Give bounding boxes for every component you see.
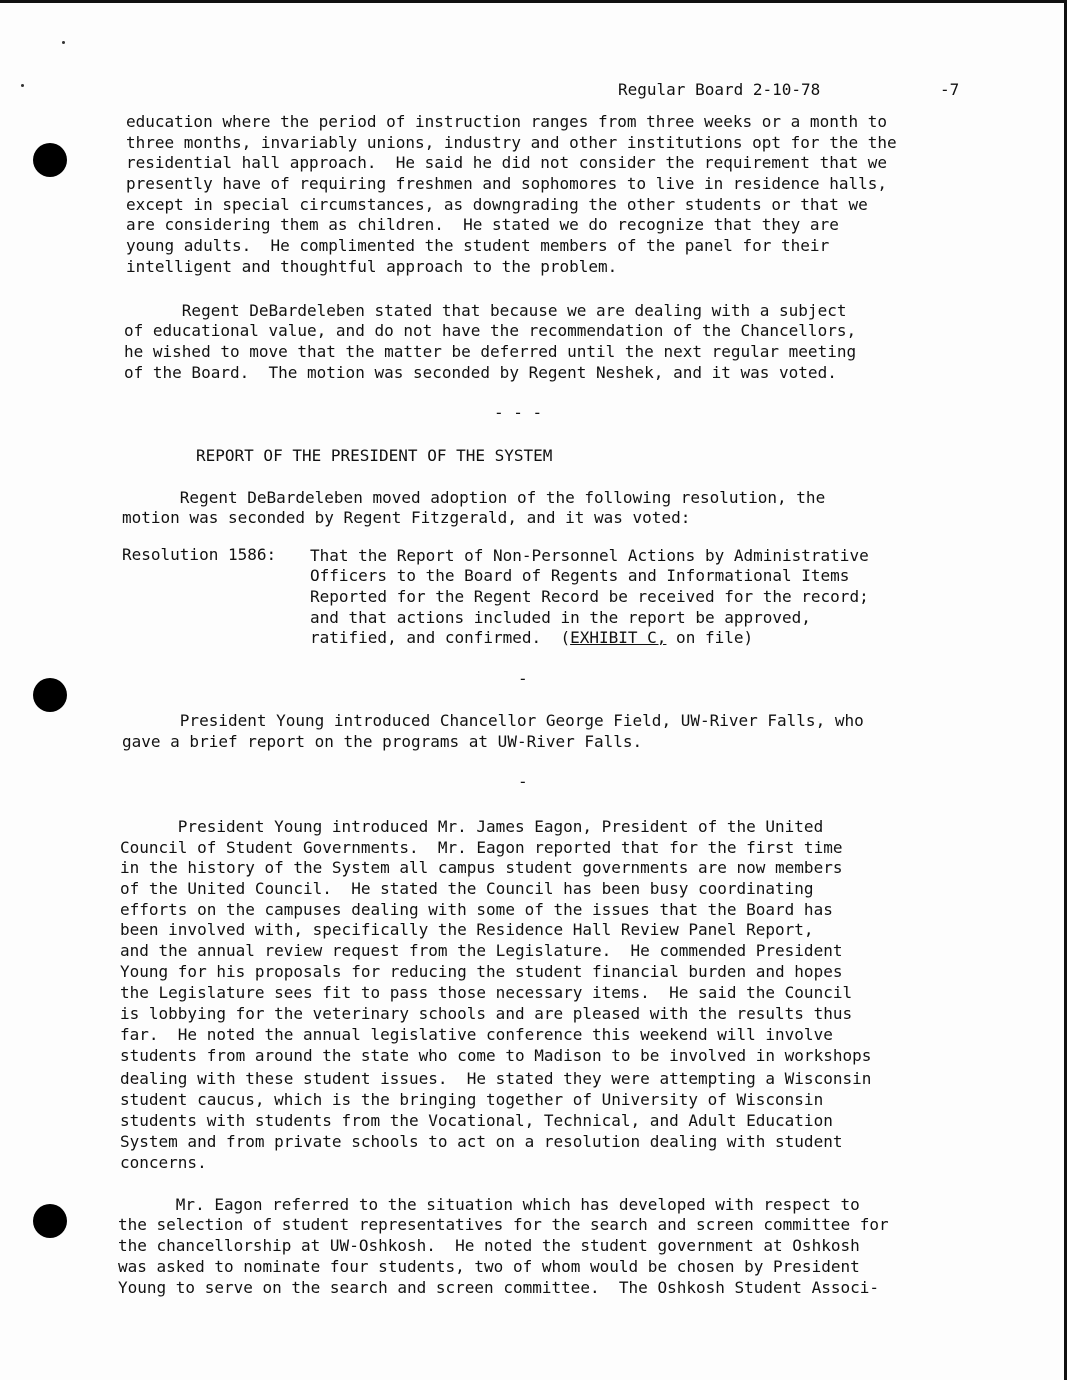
dash-separator: -	[518, 669, 528, 688]
page-border-top	[0, 0, 1067, 3]
text-line: President Young introduced Mr. James Eagon, President of the United	[120, 817, 824, 836]
text-line: three months, invariably unions, industry and other institutions opt for the the	[126, 133, 897, 152]
text-line: been involved with, specifically the Residence Hall Review Panel Report,	[120, 920, 814, 939]
text-line: students from around the state who come to Madison to be involved in workshops	[120, 1046, 872, 1065]
text-line: efforts on the campuses dealing with some of the issues that the Board has	[120, 900, 833, 919]
scan-speck	[62, 41, 65, 44]
section-separator: - - -	[494, 403, 543, 422]
text-line: Regent DeBardeleben stated that because we are dealing with a subject	[124, 301, 847, 320]
exhibit-reference: EXHIBIT C,	[570, 628, 667, 647]
text-line: Young for his proposals for reducing the student financial burden and hopes	[120, 962, 843, 981]
text-line: he wished to move that the matter be deferred until the next regular meeting	[124, 342, 857, 361]
dash-separator: -	[518, 772, 528, 791]
text-line: gave a brief report on the programs at UW-River Falls.	[122, 732, 643, 751]
text-line: are considering them as children. He stated we do recognize that they are	[126, 215, 839, 234]
resolution-text: ratified, and confirmed. (	[310, 628, 571, 647]
resolution-line: That the Report of Non-Personnel Actions by Administrative	[310, 546, 869, 565]
text-line: the selection of student representatives for the search and screen committee for	[118, 1215, 889, 1234]
text-line: intelligent and thoughtful approach to the problem.	[126, 257, 618, 276]
text-line: System and from private schools to act on a resolution dealing with student	[120, 1132, 843, 1151]
text-line: young adults. He complimented the student members of the panel for their	[126, 236, 830, 255]
section-title: REPORT OF THE PRESIDENT OF THE SYSTEM	[196, 446, 553, 465]
resolution-line: Officers to the Board of Regents and Informational Items	[310, 566, 850, 585]
resolution-line: Reported for the Regent Record be received for the record;	[310, 587, 869, 606]
punch-hole	[33, 1204, 67, 1238]
text-line: Mr. Eagon referred to the situation which has developed with respect to	[118, 1195, 860, 1214]
text-line: education where the period of instruction ranges from three weeks or a month to	[126, 112, 887, 131]
scan-speck	[21, 84, 24, 87]
text-line: student caucus, which is the bringing together of University of Wisconsin	[120, 1090, 824, 1109]
resolution-text: on file)	[666, 628, 754, 647]
text-line: Young to serve on the search and screen committee. The Oshkosh Student Associ-	[118, 1278, 879, 1297]
page-header: Regular Board 2-10-78	[618, 80, 821, 99]
punch-hole	[33, 143, 67, 177]
text-line: President Young introduced Chancellor George Field, UW-River Falls, who	[122, 711, 864, 730]
text-line: far. He noted the annual legislative conference this weekend will involve	[120, 1025, 833, 1044]
text-line: Regent DeBardeleben moved adoption of the following resolution, the	[122, 488, 826, 507]
text-line: in the history of the System all campus student governments are now members	[120, 858, 843, 877]
text-line: is lobbying for the veterinary schools and are pleased with the results thus	[120, 1004, 853, 1023]
text-line: of the Board. The motion was seconded by Regent Neshek, and it was voted.	[124, 363, 837, 382]
resolution-label: Resolution 1586:	[122, 545, 277, 564]
page-number: -7	[940, 80, 960, 99]
text-line: and the annual review request from the Legislature. He commended President	[120, 941, 843, 960]
punch-hole	[33, 678, 67, 712]
text-line: Council of Student Governments. Mr. Eagon reported that for the first time	[120, 838, 843, 857]
text-line: the chancellorship at UW-Oshkosh. He noted the student government at Oshkosh	[118, 1236, 860, 1255]
text-line: was asked to nominate four students, two of whom would be chosen by President	[118, 1257, 860, 1276]
text-line: dealing with these student issues. He stated they were attempting a Wisconsin	[120, 1069, 872, 1088]
resolution-line-last	[310, 628, 753, 647]
text-line: presently have of requiring freshmen and sophomores to live in residence halls,	[126, 174, 887, 193]
text-line: students with students from the Vocational, Technical, and Adult Education	[120, 1111, 833, 1130]
text-line: concerns.	[120, 1153, 207, 1172]
resolution-line: and that actions included in the report be approved,	[310, 608, 811, 627]
text-line: of the United Council. He stated the Council has been busy coordinating	[120, 879, 814, 898]
text-line: motion was seconded by Regent Fitzgerald, and it was voted:	[122, 508, 691, 527]
text-line: of educational value, and do not have the recommendation of the Chancellors,	[124, 321, 857, 340]
text-line: residential hall approach. He said he did not consider the requirement that we	[126, 153, 887, 172]
text-line: the Legislature sees fit to pass those necessary items. He said the Council	[120, 983, 853, 1002]
text-line: except in special circumstances, as downgrading the other students or that we	[126, 195, 868, 214]
